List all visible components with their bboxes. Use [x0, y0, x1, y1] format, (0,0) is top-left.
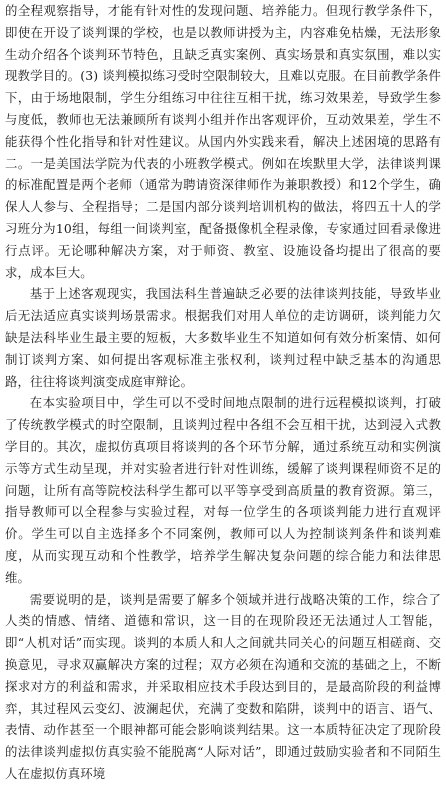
document-page: [5, 0, 441, 781]
paragraph-3: 在本实验项目中，学生可以不受时间地点限制的进行远程模拟谈判，打破了传统教学模式的时空限制，且谈判过程中各组不会互相干扰，达到浸入式教学目的。其次，虚拟仿真项目将谈判的各个环节分解，通过系统互动和实例演示等方式生动呈现，并对实验者进行针对性训练，缓解了谈判课程师资不足的问题，让所有高等院校法科学生都可以平等享受到高质量的教育资源。第三，指导教师可以全程参与实验过程，对每一位学生的各项谈判能力进行直观评价。学生可以自主选择多个不同案例，教师可以人为控制谈判条件和谈判难度，从而实现互动和个性教学，培养学生解决复杂问题的综合能力和法律思维。: [5, 395, 441, 585]
paragraph-2: 基于上述客观现实，我国法科生普遍缺乏必要的法律谈判技能，导致毕业后无法适应真实谈判场景需求。根据我们对用人单位的走访调研，谈判能力欠缺是法科毕业生最主要的短板，大多数毕业生不知道如何有效分析案情、如何制订谈判方案、如何提出客观标准主张权利，谈判过程中缺乏基本的沟通思路，往往将谈判演变成庭审辩论。: [5, 286, 441, 389]
paragraph-4: 需要说明的是，谈判是需要了解多个领域并进行战略决策的工作，综合了人类的情感、情绪、道德和常识，这一目的在现阶段还无法通过人工智能，即“人机对话”而实现。谈判的本质人和人之间就共同关心的问题互相磋商、交换意见，寻求双赢解决方案的过程；双方必须在沟通和交流的基础之上，不断探求对方的利益和需求，并采取相应技术手段达到目的，是最高阶段的利益博弈，其过程风云变幻、波澜起伏，充满了变数和陷阱，谈判中的语言、语气、表情、动作甚至一个眼神都可能会影响谈判结果。这一本质特征决定了现阶段的法律谈判虚拟仿真实验不能脱离“人际对话”，即通过鼓励实验者和不同陌生人在虚拟仿真环境: [5, 591, 441, 781]
paragraph-1: 的全程观察指导，才能有针对性的发现问题、培养能力。但现行教学条件下，即使在开设了谈判课的学校，也是以教师讲授为主，内容难免枯燥，无法形象生动介绍各个谈判环节特色，且缺乏真实案例、真实场景和真实氛围，难以实现教学目的。(3) 谈判模拟练习受时空限制较大，且难以克服。在目前教学条件下，由于场地限制，学生分组练习中往往互相干扰，练习效果差，导致学生参与度低，教师也无法兼顾所有谈判小组并作出客观评价，互动效果差，学生不能获得个性化指导和针对性建议。从国内外实践来看，解决上述困境的思路有二。一是美国法学院为代表的小班教学模式。例如在埃默里大学，法律谈判课的标准配置是两个老师（通常为聘请资深律师作为兼职教授）和12个学生，确保人人参与、全程指导；二是国内部分谈判培训机构的做法，将四五十人的学习班分为10组，每组一间谈判室，配备摄像机全程录像，专家通过回看录像进行点评。无论哪种解决方案，对于师资、教室、设施设备均提出了很高的要求，成本巨大。: [5, 3, 441, 280]
